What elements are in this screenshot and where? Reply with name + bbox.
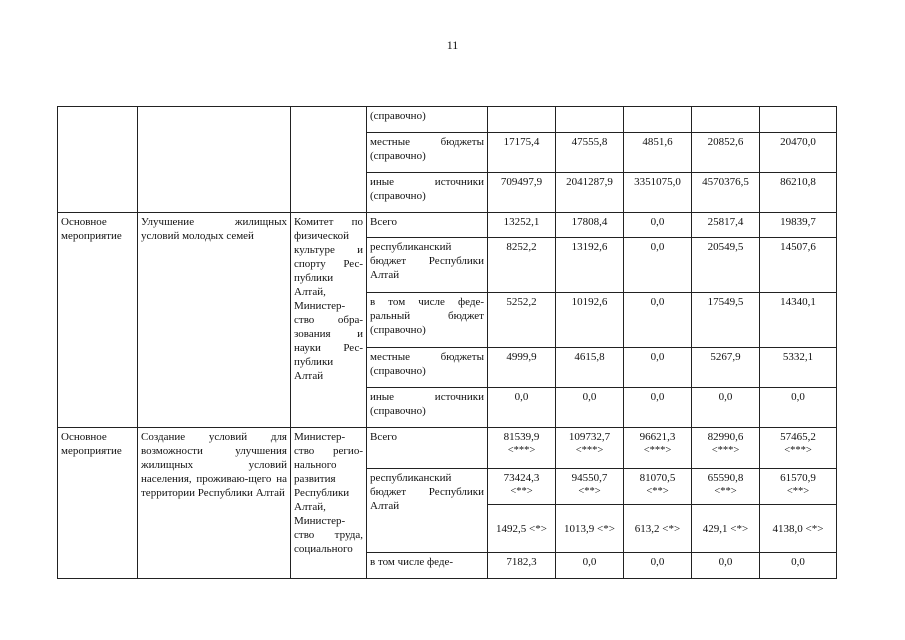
value-cell: 13192,6 [556, 238, 624, 293]
value: 96621,3 [639, 431, 676, 443]
value-cell: 25817,4 [692, 213, 760, 238]
value-cell: 0,0 [624, 238, 692, 293]
value-cell: 4570376,5 [692, 173, 760, 213]
source-label: (справочно) [367, 107, 488, 133]
source-label: республиканский бюджет Республики Алтай [367, 469, 488, 553]
measure-name: Создание условий для возможности улучшения жилищных условий населения, проживаю-щего на территории Республики Алтай [138, 428, 291, 579]
value-cell [488, 107, 556, 133]
measure-executor: Комитет по физической культуре и спорту Рес-публики Алтай, Министер-ство обра-зования и науки Рес-публики Алтай [291, 213, 367, 428]
value-cell: 86210,8 [760, 173, 837, 213]
value: 73424,3 [503, 472, 540, 484]
value-cell: 5332,1 [760, 348, 837, 388]
value-cell [760, 428, 837, 469]
value-cell: 0,0 [624, 213, 692, 238]
source-label: Всего [367, 428, 488, 469]
value: 81539,9 [503, 431, 540, 443]
value-cell: 613,2 <*> [624, 505, 692, 553]
value-cell: 20549,5 [692, 238, 760, 293]
value-cell [624, 469, 692, 505]
source-label: в том числе феде- [367, 553, 488, 579]
value-cell: 0,0 [760, 553, 837, 579]
name-cell-empty [138, 107, 291, 213]
value-cell: 4999,9 [488, 348, 556, 388]
value-cell: 0,0 [488, 388, 556, 428]
value-cell: 14340,1 [760, 293, 837, 348]
value-cell: 0,0 [624, 553, 692, 579]
value: 61570,9 [780, 472, 816, 484]
value-cell: 0,0 [556, 553, 624, 579]
value-cell: 14507,6 [760, 238, 837, 293]
value-cell [624, 107, 692, 133]
value-cell [488, 428, 556, 469]
value: 65590,8 [707, 472, 744, 484]
value: 94550,7 [571, 472, 608, 484]
value-cell: 13252,1 [488, 213, 556, 238]
value-cell [760, 469, 837, 505]
value-cell [692, 428, 760, 469]
value-cell: 8252,2 [488, 238, 556, 293]
footnote-mark: <**> [578, 486, 601, 497]
value-cell [692, 107, 760, 133]
value-cell: 0,0 [624, 293, 692, 348]
source-label: в том числе феде-ральный бюджет (справочно) [367, 293, 488, 348]
footnote-mark: <**> [510, 486, 533, 497]
value-cell: 20852,6 [692, 133, 760, 173]
measure-name: Улучшение жилищных условий молодых семей [138, 213, 291, 428]
value: 82990,6 [707, 431, 744, 443]
value-cell: 0,0 [624, 348, 692, 388]
value-cell: 4851,6 [624, 133, 692, 173]
value-cell [692, 469, 760, 505]
value-cell [488, 469, 556, 505]
table-row [58, 428, 837, 469]
value-cell: 17175,4 [488, 133, 556, 173]
footnote-mark: <***> [784, 445, 812, 456]
value: 81070,5 [639, 472, 676, 484]
measure-type: Основное мероприятие [58, 213, 138, 428]
value-cell: 0,0 [556, 388, 624, 428]
value-cell: 17549,5 [692, 293, 760, 348]
page-number: 11 [446, 38, 459, 52]
source-label: Всего [367, 213, 488, 238]
value-cell [760, 107, 837, 133]
executor-cell-empty [291, 107, 367, 213]
value-cell: 0,0 [760, 388, 837, 428]
value-cell [556, 469, 624, 505]
value: 57465,2 [780, 431, 816, 443]
value-cell: 5252,2 [488, 293, 556, 348]
program-table [57, 106, 837, 579]
value-cell: 4615,8 [556, 348, 624, 388]
source-label: иные источники (справочно) [367, 388, 488, 428]
source-label: местные бюджеты (справочно) [367, 348, 488, 388]
footnote-mark: <**> [646, 486, 669, 497]
type-cell-empty [58, 107, 138, 213]
value-cell: 709497,9 [488, 173, 556, 213]
source-label: иные источники (справочно) [367, 173, 488, 213]
value-cell [556, 428, 624, 469]
source-label: местные бюджеты (справочно) [367, 133, 488, 173]
footnote-mark: <***> [507, 445, 536, 456]
value: 109732,7 [568, 431, 611, 443]
value-cell: 0,0 [692, 553, 760, 579]
value-cell: 47555,8 [556, 133, 624, 173]
measure-executor: Министер-ство регио-нального развития Республики Алтай, Министер-ство труда, социального [291, 428, 367, 579]
measure-type: Основное мероприятие [58, 428, 138, 579]
value-cell: 10192,6 [556, 293, 624, 348]
footnote-mark: <**> [714, 486, 737, 497]
value-cell: 0,0 [692, 388, 760, 428]
table-row [58, 107, 837, 133]
footnote-mark: <***> [575, 445, 604, 456]
value-cell: 3351075,0 [624, 173, 692, 213]
value-cell: 2041287,9 [556, 173, 624, 213]
table-row [58, 213, 837, 238]
value-cell: 429,1 <*> [692, 505, 760, 553]
value-cell: 5267,9 [692, 348, 760, 388]
value-cell: 4138,0 <*> [760, 505, 837, 553]
value-cell [624, 428, 692, 469]
source-label: республиканский бюджет Республики Алтай [367, 238, 488, 293]
footnote-mark: <***> [643, 445, 672, 456]
value-cell: 1492,5 <*> [488, 505, 556, 553]
footnote-mark: <***> [711, 445, 740, 456]
value-cell: 0,0 [624, 388, 692, 428]
value-cell: 20470,0 [760, 133, 837, 173]
value-cell: 1013,9 <*> [556, 505, 624, 553]
value-cell [556, 107, 624, 133]
footnote-mark: <**> [786, 486, 810, 497]
value-cell: 17808,4 [556, 213, 624, 238]
value-cell: 7182,3 [488, 553, 556, 579]
value-cell: 19839,7 [760, 213, 837, 238]
